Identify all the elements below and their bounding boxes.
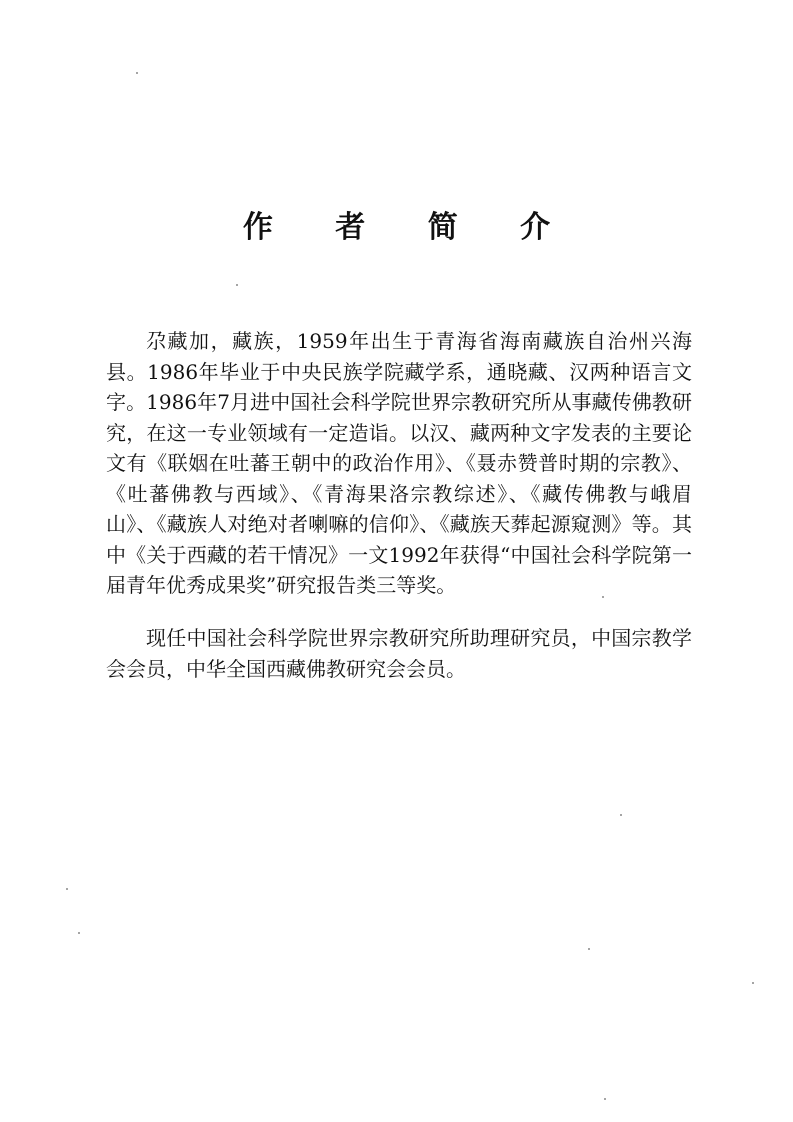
- scan-speck: [752, 982, 754, 984]
- scan-speck: [620, 814, 622, 816]
- page-title: 作 者 简 介: [242, 210, 577, 245]
- scan-speck: [602, 596, 604, 598]
- scan-speck: [66, 888, 68, 890]
- position-paragraph: 现任中国社会科学院世界宗教研究所助理研究员，中国宗教学会会员，中华全国西藏佛教研究会会员。: [106, 626, 692, 681]
- scan-speck: [136, 72, 138, 74]
- scan-speck: [78, 932, 80, 934]
- scan-speck: [604, 1098, 606, 1100]
- scan-speck: [588, 948, 590, 950]
- scan-speck: [236, 284, 238, 286]
- biography-paragraph: 尕藏加，藏族，1959年出生于青海省海南藏族自治州兴海县。1986年毕业于中央民族学院藏学系，通晓藏、汉两种语言文字。1986年7月进中国社会科学院世界宗教研究所从事藏传佛教研究，在这一专业领域有一定造诣。以汉、藏两种文字发表的主要论文有《联姻在吐蕃王朝中的政治作用》、《聂赤赞普时期的宗教》、《吐蕃佛教与西域》、《青海果洛宗教综述》、《藏传佛教与峨眉山》、《藏族人对绝对者喇嘛的信仰》、《藏族天葬起源窥测》等。其中《关于西藏的若干情况》一文1992年获得“中国社会科学院第一届青年优秀成果奖”研究报告类三等奖。: [106, 329, 692, 597]
